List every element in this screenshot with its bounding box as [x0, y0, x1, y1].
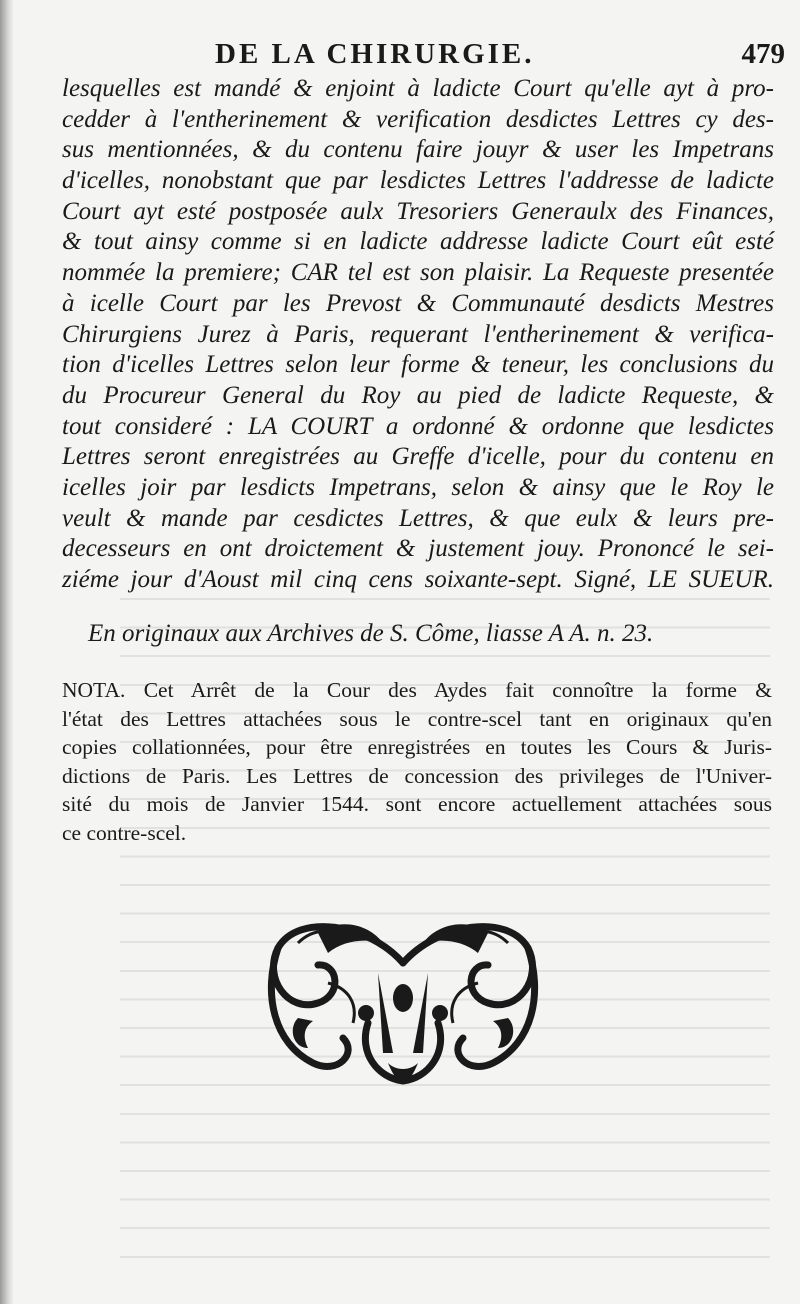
note-line: sité du mois de Janvier 1544. sont encore actuellement attachées sous: [62, 792, 772, 817]
text-line: tion d'icelles Lettres selon leur forme & teneur, les conclusions du: [62, 351, 774, 379]
text-line: decesseurs en ont droictement & justement jouy. Prononcé le sei-: [62, 535, 774, 563]
text-line: sus mentionnées, & du contenu faire jouyr & user les Impetrans: [62, 136, 774, 164]
note-line: ce contre-scel.: [62, 820, 187, 845]
text-line: & tout ainsy comme si en ladicte addresse ladicte Court eût esté: [62, 228, 774, 256]
nota-paragraph: [62, 676, 772, 848]
note-line: dictions de Paris. Les Lettres de concession des privileges de l'Univer-: [62, 763, 772, 788]
decree-text: [62, 74, 774, 596]
text-line: nommée la premiere; CAR tel est son plaisir. La Requeste presentée: [62, 259, 774, 287]
text-line: à icelle Court par les Prevost & Communauté desdicts Mestres: [62, 289, 774, 317]
page-header: [205, 38, 785, 78]
text-line: icelles joir par lesdicts Impetrans, selon & ainsy que le Roy le: [62, 473, 774, 501]
baroque-scroll-tailpiece-icon: [258, 903, 548, 1093]
text-line: lesquelles est mandé & enjoint à ladicte Court qu'elle ayt à pro-: [62, 75, 774, 102]
page-gutter: [0, 0, 14, 1304]
note-line: NOTA. Cet Arrêt de la Cour des Aydes fait connoître la forme &: [62, 678, 772, 702]
text-line: Lettres seront enregistrées au Greffe d'icelle, pour du contenu en: [62, 443, 774, 471]
note-line: copies collationnées, pour être enregistrées en toutes les Cours & Juris-: [62, 735, 772, 760]
text-line: du Procureur General du Roy au pied de ladicte Requeste, &: [62, 381, 774, 409]
text-line: veult & mande par cesdictes Lettres, & que eulx & leurs pre-: [62, 504, 774, 532]
text-line: cedder à l'entherinement & verification desdictes Lettres cy des-: [62, 105, 774, 133]
text-line: tout consideré : LA COURT a ordonné & ordonne que lesdictes: [62, 412, 774, 440]
page-number: 479: [741, 38, 785, 70]
text-line: d'icelles, nonobstant que par lesdictes Lettres l'addresse de ladicte: [62, 167, 774, 195]
archive-source-line: En originaux aux Archives de S. Côme, liasse A A. n. 23.: [88, 620, 654, 647]
text-line: Chirurgiens Jurez à Paris, requerant l'entherinement & verifica-: [62, 320, 774, 348]
running-head: DE LA CHIRURGIE.: [215, 38, 535, 70]
text-line: ziéme jour d'Aoust mil cinq cens soixante-sept. Signé, LE SUEUR.: [62, 566, 774, 593]
text-line: Court ayt esté postposée aulx Tresoriers Generaulx des Finances,: [62, 197, 774, 225]
note-line: l'état des Lettres attachées sous le contre-scel tant en originaux qu'en: [62, 706, 772, 731]
